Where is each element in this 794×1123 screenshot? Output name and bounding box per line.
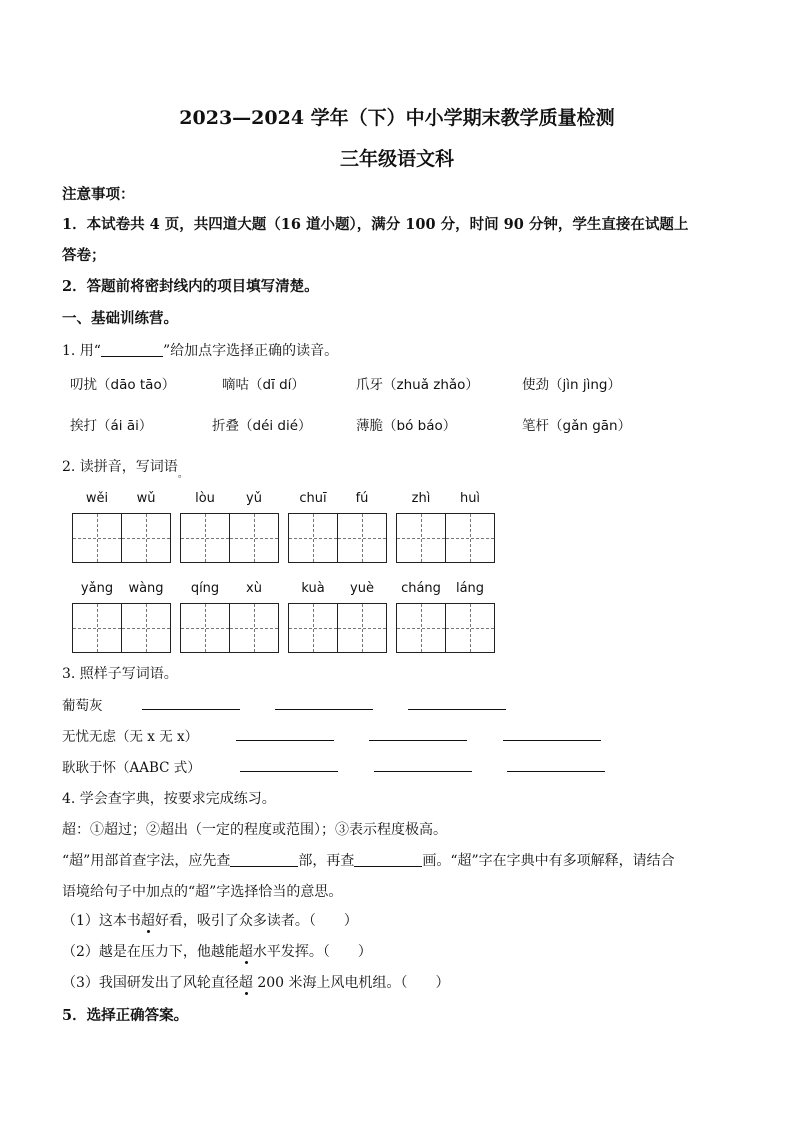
q1-word: 笔杆	[522, 418, 549, 434]
q1-choice	[70, 414, 152, 434]
pinyin-label: zhì	[411, 491, 431, 506]
pinyin-label: lòu	[195, 491, 215, 506]
q1-pinyin: （dāo tāo）	[97, 377, 176, 393]
q1-choice	[222, 373, 305, 393]
pinyin-label: wàng	[128, 581, 164, 596]
answer-box[interactable]	[229, 603, 279, 653]
notice-item-1: 1．本试卷共 4 页，共四道大题（16 道小题），满分 100 分，时间 90 分钟，学生直接在试题上	[62, 216, 689, 233]
q3-answer-line[interactable]	[374, 770, 472, 772]
pinyin-label: yuè	[350, 581, 374, 596]
q4-instruction-b: 部，再查	[298, 853, 355, 869]
q1-word: 叨扰	[70, 377, 97, 393]
q1-word: 使劲	[522, 377, 549, 393]
answer-box[interactable]	[445, 603, 495, 653]
dotted-character: 超	[140, 913, 155, 929]
answer-box[interactable]	[396, 603, 446, 653]
q3-answer-line[interactable]	[275, 708, 373, 710]
exam-subtitle: 三年级语文科	[339, 148, 454, 170]
q4-instruction-a: “超”用部首查字法，应先查	[62, 853, 231, 869]
pinyin-label: chuī	[299, 491, 327, 506]
sentence-text: 好看，吸引了众多读者。（ ）	[154, 913, 358, 929]
q3-answer-line[interactable]	[507, 770, 605, 772]
answer-box[interactable]	[180, 513, 230, 563]
q4-strokes-blank[interactable]	[354, 852, 422, 867]
notice-item-1-cont: 答卷；	[62, 247, 106, 264]
q1-prompt-after: ”给加点字选择正确的读音。	[162, 343, 339, 359]
q3-prompt: 3. 照样子写词语。	[62, 666, 178, 682]
q1-word: 挨打	[70, 418, 97, 434]
answer-box[interactable]	[288, 603, 338, 653]
q3-example-label: 葡萄灰	[62, 698, 103, 714]
q1-prompt	[62, 340, 338, 360]
q4-sentence-2	[62, 941, 372, 961]
q1-choice	[70, 373, 175, 393]
q2-prompt-period: 。	[177, 469, 188, 480]
q3-answer-line[interactable]	[503, 739, 601, 741]
q4-radical-blank[interactable]	[230, 852, 298, 867]
pinyin-label: kuà	[301, 581, 325, 596]
q1-choice	[522, 414, 631, 434]
q1-pinyin: （gǎn gān）	[549, 418, 632, 434]
q4-instruction-cont: 语境给句子中加点的“超”字选择恰当的意思。	[62, 884, 343, 900]
answer-box[interactable]	[180, 603, 230, 653]
notice-item-2: 2．答题前将密封线内的项目填写清楚。	[62, 278, 319, 295]
q1-choice	[356, 414, 456, 434]
pinyin-label: huì	[459, 491, 481, 506]
answer-box[interactable]	[72, 603, 122, 653]
q1-pinyin: （dī dí）	[249, 377, 305, 393]
q3-answer-line[interactable]	[240, 770, 338, 772]
sentence-text: （1）这本书	[62, 913, 141, 929]
answer-box[interactable]	[121, 513, 171, 563]
q3-answer-line[interactable]	[142, 708, 240, 710]
q1-word: 薄脆	[356, 418, 383, 434]
q1-pinyin: （bó báo）	[383, 418, 457, 434]
q3-example-label: 耿耿于怀（AABC 式）	[62, 760, 201, 776]
q1-pinyin: （déi dié）	[239, 418, 312, 434]
q4-definitions: 超：①超过；②超出（一定的程度或范围）；③表示程度极高。	[62, 822, 447, 838]
q4-instruction-c: 画。“超”字在字典中有多项解释，请结合	[422, 853, 675, 869]
answer-box[interactable]	[337, 513, 387, 563]
q1-pinyin: （ái āi）	[97, 418, 153, 434]
q1-word: 爪牙	[356, 377, 383, 393]
pinyin-label: yǎng	[80, 581, 114, 596]
answer-box[interactable]	[396, 513, 446, 563]
q3-answer-line[interactable]	[369, 739, 467, 741]
dotted-character: 超	[238, 944, 253, 960]
sentence-text: 200 米海上风电机组。（ ）	[252, 975, 450, 991]
q2-prompt-text: 2. 读拼音，写词语	[62, 459, 178, 475]
q4-sentence-1	[62, 910, 358, 930]
q3-answer-line[interactable]	[408, 708, 506, 710]
answer-box[interactable]	[229, 513, 279, 563]
answer-box[interactable]	[337, 603, 387, 653]
q4-sentence-3	[62, 972, 450, 992]
answer-box[interactable]	[121, 603, 171, 653]
dotted-character: 超	[238, 975, 253, 991]
pinyin-label: qíng	[190, 581, 220, 596]
q4-prompt: 4. 学会查字典，按要求完成练习。	[62, 791, 276, 807]
answer-box[interactable]	[445, 513, 495, 563]
pinyin-label: yǔ	[246, 491, 262, 506]
answer-box[interactable]	[288, 513, 338, 563]
pinyin-label: xù	[246, 581, 262, 596]
pinyin-label: wěi	[85, 491, 109, 506]
pinyin-label: láng	[455, 581, 485, 596]
q3-example-label: 无忧无虑（无 x 无 x）	[62, 729, 199, 745]
exam-title: 2023—2024 学年（下）中小学期末教学质量检测	[179, 107, 615, 129]
q1-choice	[522, 373, 621, 393]
q1-choice	[212, 414, 312, 434]
sentence-text: （3）我国研发出了风轮直径	[62, 975, 239, 991]
q1-word: 折叠	[212, 418, 239, 434]
q2-prompt	[62, 456, 188, 480]
section-1-heading: 一、基础训练营。	[62, 310, 178, 327]
sentence-text: （2）越是在压力下，他越能	[62, 944, 239, 960]
pinyin-label: cháng	[401, 581, 441, 596]
q1-word: 嘀咕	[222, 377, 249, 393]
q1-prompt-before: 1. 用“	[62, 343, 101, 359]
q3-answer-line[interactable]	[236, 739, 334, 741]
q1-pinyin: （zhuǎ zhǎo）	[383, 377, 479, 393]
sentence-text: 水平发挥。（ ）	[252, 944, 372, 960]
q2-grid-row-1	[72, 491, 532, 591]
q1-prompt-blank	[101, 342, 163, 357]
q4-instruction	[62, 850, 675, 870]
pinyin-label: fú	[355, 491, 369, 506]
notice-heading: 注意事项：	[62, 186, 135, 203]
q1-pinyin: （jìn jìng）	[549, 377, 621, 393]
answer-box[interactable]	[72, 513, 122, 563]
q1-choice	[356, 373, 479, 393]
pinyin-label: wǔ	[136, 491, 156, 506]
q5-heading: 5．选择正确答案。	[62, 1007, 189, 1024]
